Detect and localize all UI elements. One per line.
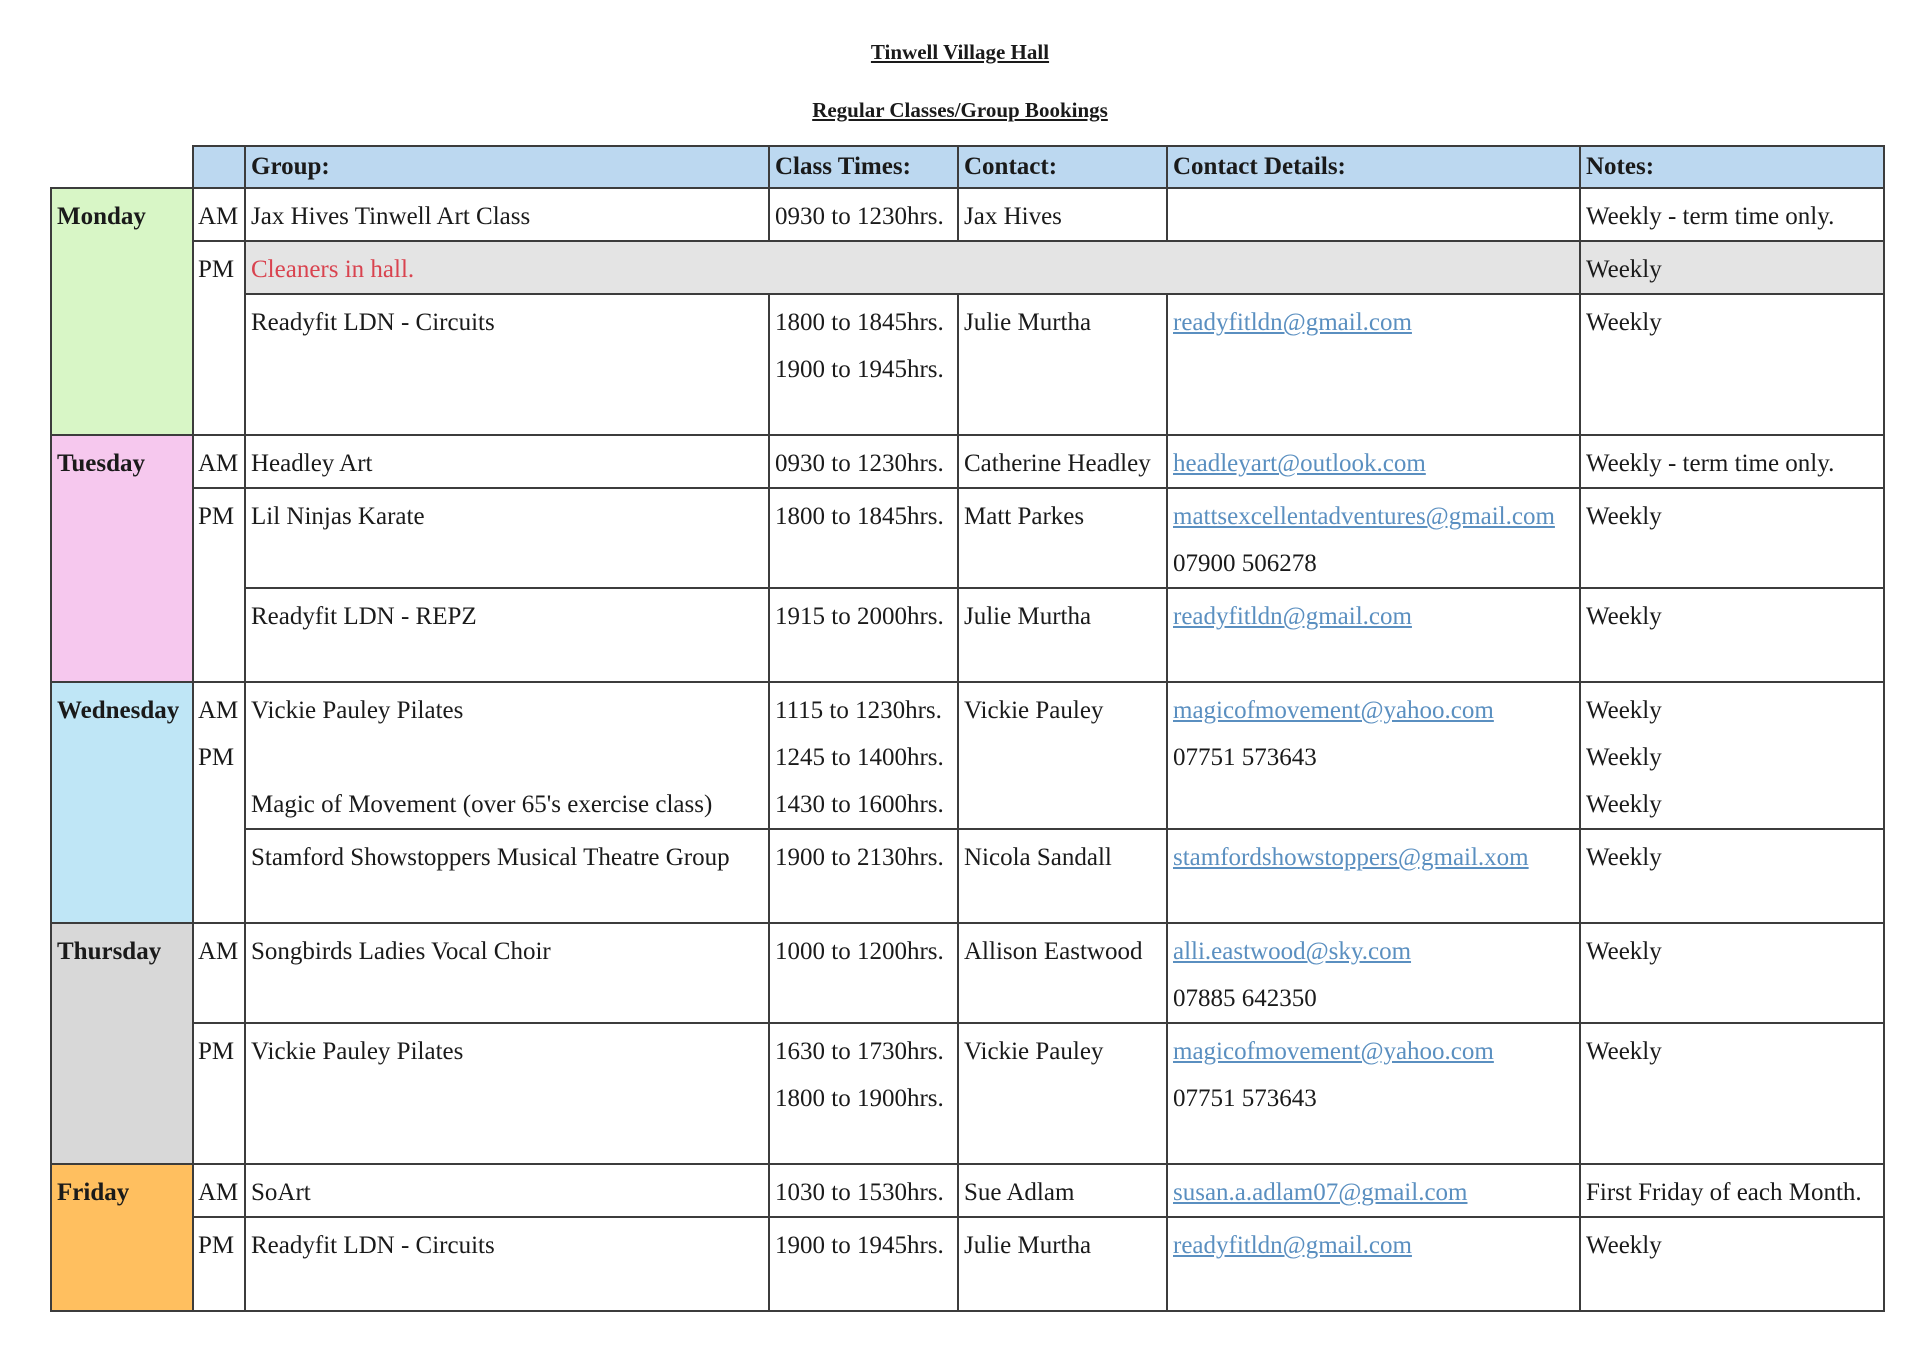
table-row xyxy=(51,188,1884,241)
session-am: AM xyxy=(193,188,245,241)
header-contact-details: Contact Details: xyxy=(1167,146,1580,188)
notes-cell: Weekly - term time only. xyxy=(1580,188,1884,241)
email-link[interactable]: magicofmovement@yahoo.com xyxy=(1173,697,1494,724)
group-cell xyxy=(245,682,769,829)
time-cell: 0930 to 1230hrs. xyxy=(769,435,958,488)
table-row xyxy=(51,1023,1884,1164)
group-cell: Headley Art xyxy=(245,435,769,488)
session-am: AM xyxy=(193,923,245,1023)
time-line: 1800 to 1900hrs. xyxy=(775,1085,944,1112)
email-link[interactable]: susan.a.adlam07@gmail.com xyxy=(1173,1179,1468,1206)
phone-number: 07885 642350 xyxy=(1173,985,1317,1012)
details-cell xyxy=(1167,923,1580,1023)
contact-cell: Catherine Headley xyxy=(958,435,1167,488)
group-cell: Songbirds Ladies Vocal Choir xyxy=(245,923,769,1023)
header-session xyxy=(193,146,245,188)
email-link[interactable]: mattsexcellentadventures@gmail.com xyxy=(1173,503,1555,530)
group-cell: Readyfit LDN - Circuits xyxy=(245,294,769,435)
notes-cell: Weekly - term time only. xyxy=(1580,435,1884,488)
notes-line: Weekly xyxy=(1586,791,1662,818)
notes-cell: Weekly xyxy=(1580,294,1884,435)
table-row xyxy=(51,294,1884,435)
details-cell xyxy=(1167,682,1580,829)
email-link[interactable]: readyfitldn@gmail.com xyxy=(1173,1232,1412,1259)
time-line: 1630 to 1730hrs. xyxy=(775,1038,944,1065)
group-cell: Lil Ninjas Karate xyxy=(245,488,769,588)
notes-cell: Weekly xyxy=(1580,1023,1884,1164)
details-cell xyxy=(1167,435,1580,488)
details-cell xyxy=(1167,588,1580,682)
details-cell xyxy=(1167,294,1580,435)
details-cell xyxy=(1167,1217,1580,1311)
table-row xyxy=(51,923,1884,1023)
phone-number: 07751 573643 xyxy=(1173,1085,1317,1112)
table-row xyxy=(51,588,1884,682)
details-cell xyxy=(1167,488,1580,588)
header-contact: Contact: xyxy=(958,146,1167,188)
contact-cell: Julie Murtha xyxy=(958,588,1167,682)
time-cell xyxy=(769,682,958,829)
header-class-times: Class Times: xyxy=(769,146,958,188)
contact-cell: Allison Eastwood xyxy=(958,923,1167,1023)
group-line: Magic of Movement (over 65's exercise class) xyxy=(251,791,713,818)
phone-number: 07900 506278 xyxy=(1173,550,1317,577)
page-subtitle: Regular Classes/Group Bookings xyxy=(812,98,1108,122)
day-monday: Monday xyxy=(51,188,193,435)
email-link[interactable]: readyfitldn@gmail.com xyxy=(1173,309,1412,336)
phone-number: 07751 573643 xyxy=(1173,744,1317,771)
page-title: Tinwell Village Hall xyxy=(870,40,1050,64)
time-cell: 1900 to 2130hrs. xyxy=(769,829,958,923)
notes-cell: Weekly xyxy=(1580,588,1884,682)
contact-cell: Vickie Pauley xyxy=(958,682,1167,829)
details-cell xyxy=(1167,1023,1580,1164)
time-cell: 1000 to 1200hrs. xyxy=(769,923,958,1023)
group-line: Vickie Pauley Pilates xyxy=(251,697,464,724)
day-thursday: Thursday xyxy=(51,923,193,1164)
session-am-pm xyxy=(193,682,245,923)
header-notes: Notes: xyxy=(1580,146,1884,188)
table-row xyxy=(51,682,1884,829)
session-pm: PM xyxy=(193,1023,245,1164)
group-cell: Stamford Showstoppers Musical Theatre Group xyxy=(245,829,769,923)
day-friday: Friday xyxy=(51,1164,193,1311)
notes-cell: Weekly xyxy=(1580,488,1884,588)
email-link[interactable]: readyfitldn@gmail.com xyxy=(1173,603,1412,630)
table-row xyxy=(51,435,1884,488)
contact-cell: Julie Murtha xyxy=(958,294,1167,435)
notes-line: Weekly xyxy=(1586,697,1662,724)
header-corner xyxy=(51,146,193,188)
notes-cell: Weekly xyxy=(1580,923,1884,1023)
time-cell: 0930 to 1230hrs. xyxy=(769,188,958,241)
cleaners-notice: Cleaners in hall. xyxy=(245,241,1580,294)
notes-cell: Weekly xyxy=(1580,241,1884,294)
day-tuesday: Tuesday xyxy=(51,435,193,682)
time-cell: 1030 to 1530hrs. xyxy=(769,1164,958,1217)
time-cell xyxy=(769,294,958,435)
session-pm: PM xyxy=(193,1217,245,1311)
notes-cell: Weekly xyxy=(1580,829,1884,923)
group-cell: Readyfit LDN - Circuits xyxy=(245,1217,769,1311)
group-cell: SoArt xyxy=(245,1164,769,1217)
notes-cell xyxy=(1580,682,1884,829)
time-line: 1800 to 1845hrs. xyxy=(775,309,944,336)
group-cell: Vickie Pauley Pilates xyxy=(245,1023,769,1164)
table-row xyxy=(51,829,1884,923)
details-cell xyxy=(1167,188,1580,241)
table-row xyxy=(51,1217,1884,1311)
email-link[interactable]: alli.eastwood@sky.com xyxy=(1173,938,1412,965)
contact-cell: Sue Adlam xyxy=(958,1164,1167,1217)
schedule-table xyxy=(50,145,1885,1312)
time-cell xyxy=(769,1023,958,1164)
group-line-spacer xyxy=(251,734,764,781)
email-link[interactable]: magicofmovement@yahoo.com xyxy=(1173,1038,1494,1065)
contact-cell: Nicola Sandall xyxy=(958,829,1167,923)
time-line: 1430 to 1600hrs. xyxy=(775,791,944,818)
notes-line: Weekly xyxy=(1586,744,1662,771)
session-pm: PM xyxy=(198,744,235,771)
email-link[interactable]: stamfordshowstoppers@gmail.xom xyxy=(1173,844,1529,871)
session-am: AM xyxy=(193,435,245,488)
table-row xyxy=(51,1164,1884,1217)
day-wednesday: Wednesday xyxy=(51,682,193,923)
session-am: AM xyxy=(193,1164,245,1217)
contact-cell: Jax Hives xyxy=(958,188,1167,241)
table-row xyxy=(51,241,1884,294)
details-cell xyxy=(1167,829,1580,923)
session-pm: PM xyxy=(193,241,245,435)
time-line: 1245 to 1400hrs. xyxy=(775,744,944,771)
header-row xyxy=(51,146,1884,188)
email-link[interactable]: headleyart@outlook.com xyxy=(1173,450,1426,477)
session-pm: PM xyxy=(193,488,245,682)
notes-cell: Weekly xyxy=(1580,1217,1884,1311)
details-cell xyxy=(1167,1164,1580,1217)
time-line: 1115 to 1230hrs. xyxy=(775,697,942,724)
session-am: AM xyxy=(198,697,239,724)
notes-cell: First Friday of each Month. xyxy=(1580,1164,1884,1217)
table-row xyxy=(51,488,1884,588)
header-group: Group: xyxy=(245,146,769,188)
time-cell: 1915 to 2000hrs. xyxy=(769,588,958,682)
group-cell: Jax Hives Tinwell Art Class xyxy=(245,188,769,241)
group-cell: Readyfit LDN - REPZ xyxy=(245,588,769,682)
time-line: 1900 to 1945hrs. xyxy=(775,356,944,383)
contact-cell: Matt Parkes xyxy=(958,488,1167,588)
contact-cell: Julie Murtha xyxy=(958,1217,1167,1311)
time-cell: 1900 to 1945hrs. xyxy=(769,1217,958,1311)
time-cell: 1800 to 1845hrs. xyxy=(769,488,958,588)
contact-cell: Vickie Pauley xyxy=(958,1023,1167,1164)
